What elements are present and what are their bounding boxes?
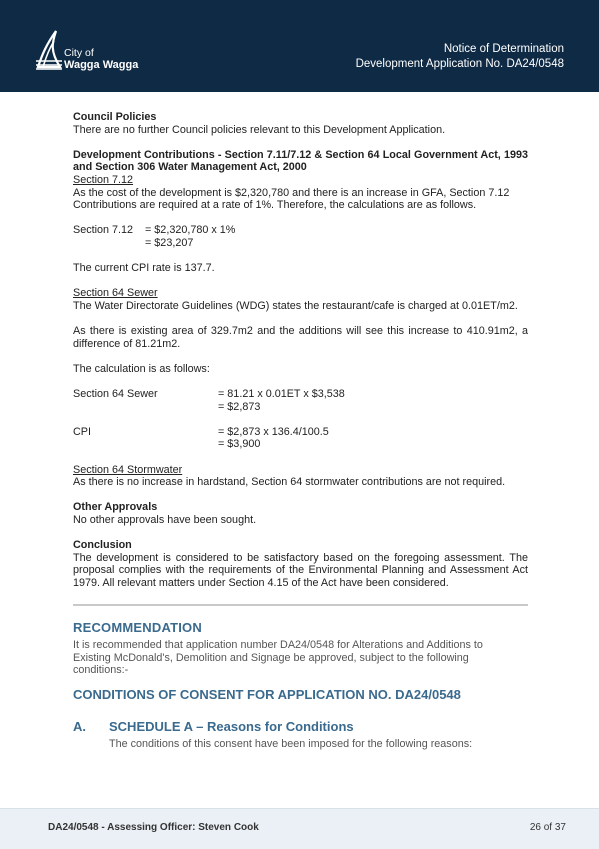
section-divider: [73, 604, 528, 606]
calc-line: = $3,900: [218, 438, 261, 451]
policies-text: There are no further Council policies relevant to this Development Application.: [73, 123, 446, 136]
stormwater-heading: Section 64 Stormwater: [73, 463, 183, 476]
section-712-heading: Section 7.12: [73, 173, 134, 186]
section-712-text: As the cost of the development is $2,320,780 and there is an increase in GFA, Section 7.12 Contributions are required at a rate of 1%. Therefore, the calculations are as follows.: [73, 186, 510, 212]
schedule-title: SCHEDULE A – Reasons for Conditions: [109, 719, 354, 734]
schedule-letter: A.: [73, 719, 86, 734]
conditions-heading: CONDITIONS OF CONSENT FOR APPLICATION NO. DA24/0548: [73, 687, 461, 702]
calc-intro: The calculation is as follows:: [73, 362, 210, 375]
cpi-text: The current CPI rate is 137.7.: [73, 262, 215, 275]
approvals-text: No other approvals have been sought.: [73, 514, 257, 526]
sewer-text: The Water Directorate Guidelines (WDG) states the restaurant/cafe is charged at 0.01ET/m2.: [73, 299, 518, 312]
calc-line: = $2,873 x 136.4/100.5: [218, 425, 329, 438]
calc-line: = $2,320,780 x 1%: [145, 224, 236, 237]
policies-heading: Council Policies: [73, 111, 157, 123]
sewer-calc: [73, 388, 528, 413]
page-footer: [0, 808, 599, 849]
header-title-line1: Notice of Determination: [443, 43, 564, 55]
calc-line: = $2,873: [218, 400, 261, 413]
recommendation-heading: RECOMMENDATION: [73, 620, 202, 635]
calc-line: = 81.21 x 0.01ET x $3,538: [218, 388, 345, 401]
footer-officer: DA24/0548 - Assessing Officer: Steven Cook: [48, 822, 259, 833]
document-body: [73, 111, 528, 590]
sewer-heading: Section 64 Sewer: [73, 287, 158, 300]
city-logo-icon: [34, 27, 64, 71]
conclusion-heading: Conclusion: [73, 539, 132, 552]
contributions-heading: Development Contributions - Section 7.11/7.12 & Section 64 Local Government Act, 1993 and Section 306 Water Management Act, 2000: [73, 148, 528, 174]
calc-line: = $23,207: [145, 236, 194, 249]
area-text: As there is existing area of 329.7m2 and the additions will see this increase to 410.91m2, a difference of 81.21m2.: [73, 325, 528, 350]
calc-label: Section 64 Sewer: [73, 388, 158, 401]
conclusion-text: The development is considered to be satisfactory based on the foregoing assessment. The proposal complies with the requirements of the Environmental Planning and Assessment Act 1979. All relevant matters under Section 4.15 of the Act have been considered.: [73, 551, 528, 589]
logo-line2: Wagga Wagga: [64, 59, 139, 71]
page-header: [0, 0, 599, 92]
council-logo: [34, 27, 144, 77]
logo-line1: City of: [64, 47, 94, 59]
section-712-calc: [73, 224, 528, 249]
schedule-text: The conditions of this consent have been imposed for the following reasons:: [109, 738, 473, 750]
recommendation-text: It is recommended that application number DA24/0548 for Alterations and Additions to Existing McDonald's, Demolition and Signage be approved, subject to the following conditions:-: [73, 639, 483, 677]
logo-text: [64, 47, 138, 71]
page-number: 26 of 37: [529, 822, 566, 833]
approvals-heading: Other Approvals: [73, 501, 158, 514]
calc-label: Section 7.12: [73, 224, 134, 237]
header-title: [356, 42, 564, 72]
header-title-line2: Development Application No. DA24/0548: [355, 58, 564, 70]
cpi-calc: [73, 426, 528, 451]
stormwater-text: As there is no increase in hardstand, Section 64 stormwater contributions are not required.: [73, 476, 506, 489]
calc-label: CPI: [73, 425, 91, 438]
